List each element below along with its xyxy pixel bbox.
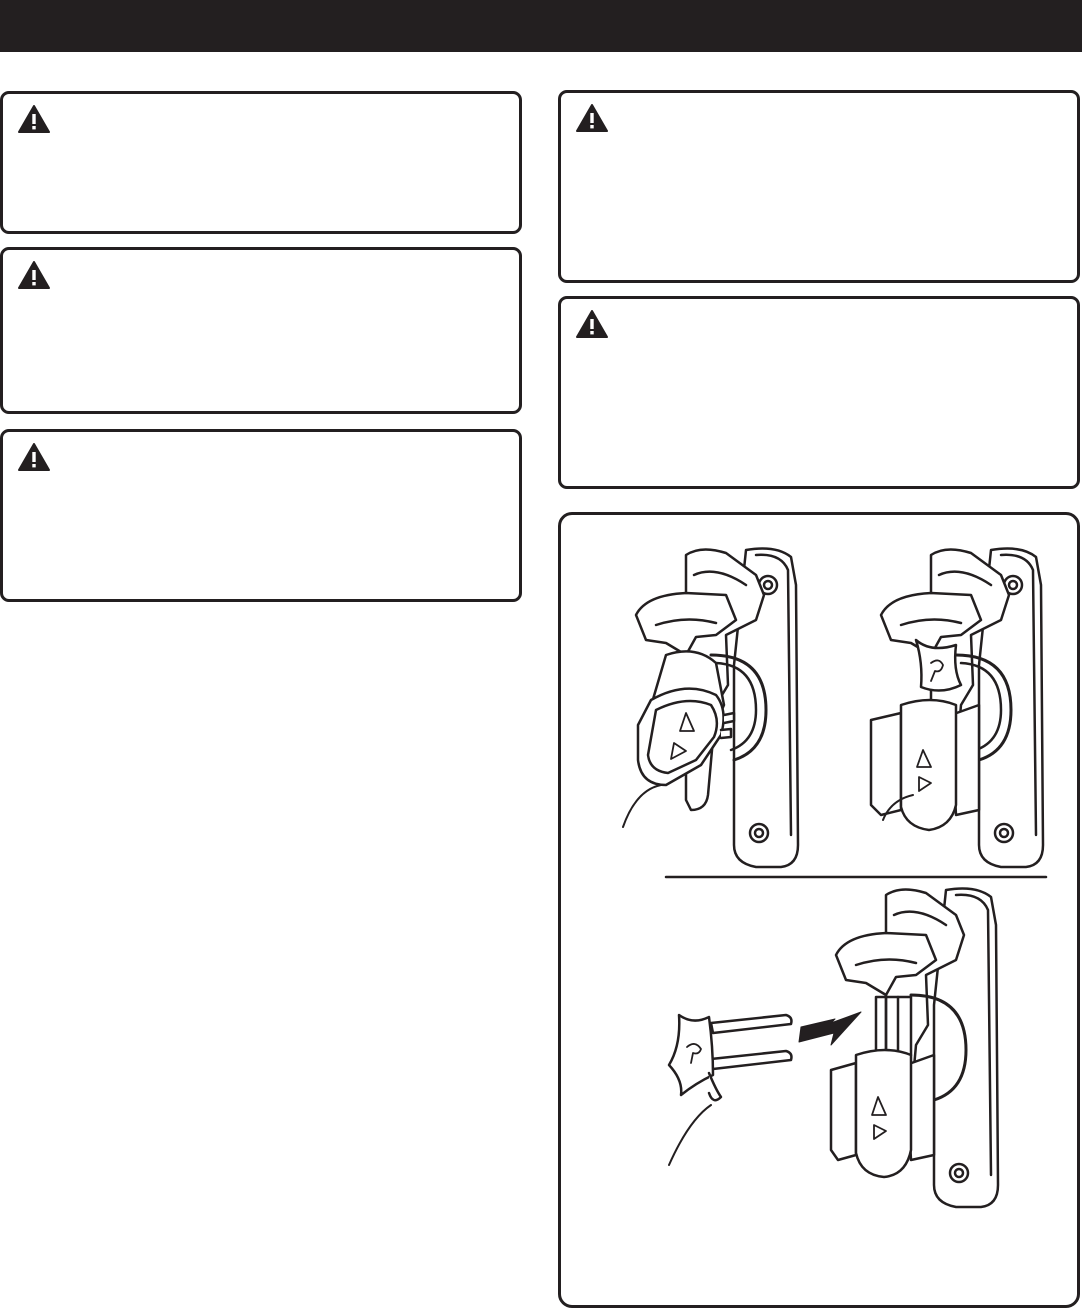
warning-box-1 <box>0 91 522 234</box>
warning-triangle-icon <box>575 103 609 133</box>
switch-key-removal-illustration <box>831 889 998 1207</box>
warning-box-3 <box>0 429 522 602</box>
warning-triangle-icon <box>17 104 51 134</box>
warning-box-2 <box>0 247 522 414</box>
header-bar <box>0 0 1082 52</box>
warning-triangle-icon <box>575 309 609 339</box>
warning-triangle-icon <box>17 442 51 472</box>
key-illustration <box>669 1015 791 1100</box>
switch-lock-unlocked-illustration <box>636 549 798 867</box>
figure-box <box>558 512 1080 1308</box>
switch-lock-locked-illustration <box>871 549 1043 867</box>
warning-triangle-icon <box>17 260 51 290</box>
direction-arrow-icon <box>799 1012 861 1045</box>
warning-box-4 <box>558 90 1080 283</box>
figure-illustration <box>561 515 1077 1305</box>
warning-box-5 <box>558 296 1080 489</box>
